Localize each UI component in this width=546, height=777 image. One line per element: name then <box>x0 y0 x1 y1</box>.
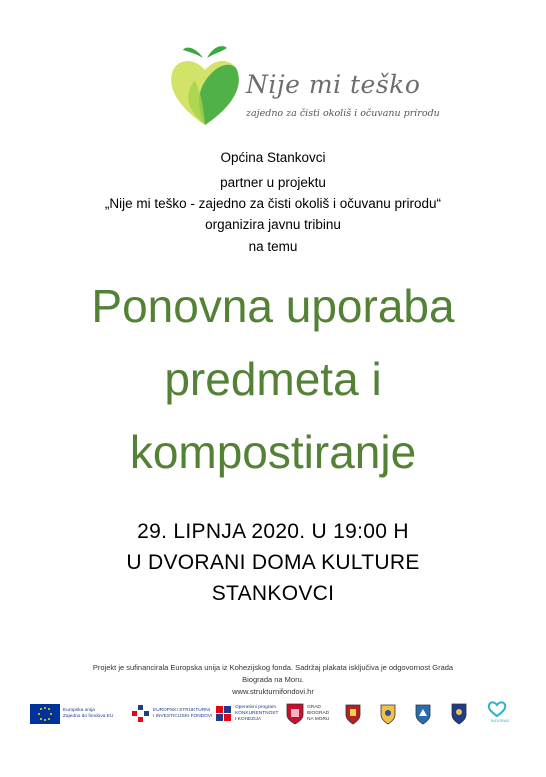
municipality-logo-4 <box>450 700 468 728</box>
logo-title: Nije mi teško <box>246 70 421 99</box>
headline <box>0 270 546 489</box>
op-text-2: KONKURENTNOST <box>235 711 279 716</box>
biograd-text-3: NA MORU <box>307 717 330 722</box>
esif-logo <box>132 700 212 728</box>
municipality-logo-3 <box>415 700 431 728</box>
headline-line-3: kompostiranje <box>129 426 417 478</box>
funding-note <box>0 662 546 698</box>
logo-subtitle: zajedno za čisti okoliš i očuvanu prirodu <box>246 108 440 119</box>
op-text-3: I KOHEZIJA <box>235 717 262 722</box>
municipality-logo-2 <box>380 700 396 728</box>
op-text-1: Operativni program <box>235 705 277 710</box>
coat-of-arms-icon <box>286 703 304 725</box>
eu-logo <box>30 700 113 728</box>
funding-note-website: www.strukturnifondovi.hr <box>232 687 314 696</box>
intro-line-organizes: organizira javnu tribinu <box>205 217 341 232</box>
organizer-name: Općina Stankovci <box>220 150 326 165</box>
biograd-mark-text: BIOGRAD <box>491 718 510 723</box>
coat-of-arms-icon <box>415 703 431 725</box>
biograd-tourism-logo <box>487 700 509 728</box>
biograd-text-2: BIOGRAD <box>307 711 330 716</box>
headline-line-2: predmeta i <box>164 353 382 405</box>
esif-mark-icon <box>132 705 150 723</box>
op-mark-icon <box>216 706 232 722</box>
intro-line-partner: partner u projektu <box>220 175 326 190</box>
event-venue: U DVORANI DOMA KULTURE <box>126 551 420 574</box>
esif-text-1: EUROPSKI STRUKTURNI <box>153 708 211 713</box>
eu-flag-icon <box>30 704 60 724</box>
intro-line-topic: na temu <box>248 239 298 254</box>
intro-line-project: „Nije mi teško - zajedno za čisti okoliš i očuvanu prirodu“ <box>104 196 442 211</box>
biograd-coat-logo <box>286 700 329 728</box>
event-place: STANKOVCI <box>211 582 335 605</box>
coat-of-arms-icon <box>345 703 361 725</box>
headline-line-1: Ponovna uporaba <box>91 280 455 332</box>
event-details <box>0 516 546 609</box>
leaf-heart-icon <box>165 40 245 130</box>
op-logo <box>216 700 278 728</box>
eu-logo-text-1: Europska unija <box>63 708 95 713</box>
esif-text-2: I INVESTICIJSKI FONDOVI <box>153 714 213 719</box>
event-date: 29. LIPNJA 2020. U 19:00 H <box>137 520 409 543</box>
coat-of-arms-icon <box>450 702 468 726</box>
eu-logo-text-2: Zajedno do fondova EU <box>63 714 114 719</box>
heart-icon <box>487 700 507 718</box>
municipality-logo-1 <box>345 700 361 728</box>
partner-logos <box>0 700 546 730</box>
coat-of-arms-icon <box>380 703 396 725</box>
biograd-text-1: GRAD <box>307 705 321 710</box>
funding-note-line-2: Biograda na Moru. <box>242 675 304 684</box>
funding-note-line-1: Projekt je sufinancirala Europska unija iz Kohezijskog fonda. Sadržaj plakata isključiva je odgovornost Grada <box>92 663 454 672</box>
